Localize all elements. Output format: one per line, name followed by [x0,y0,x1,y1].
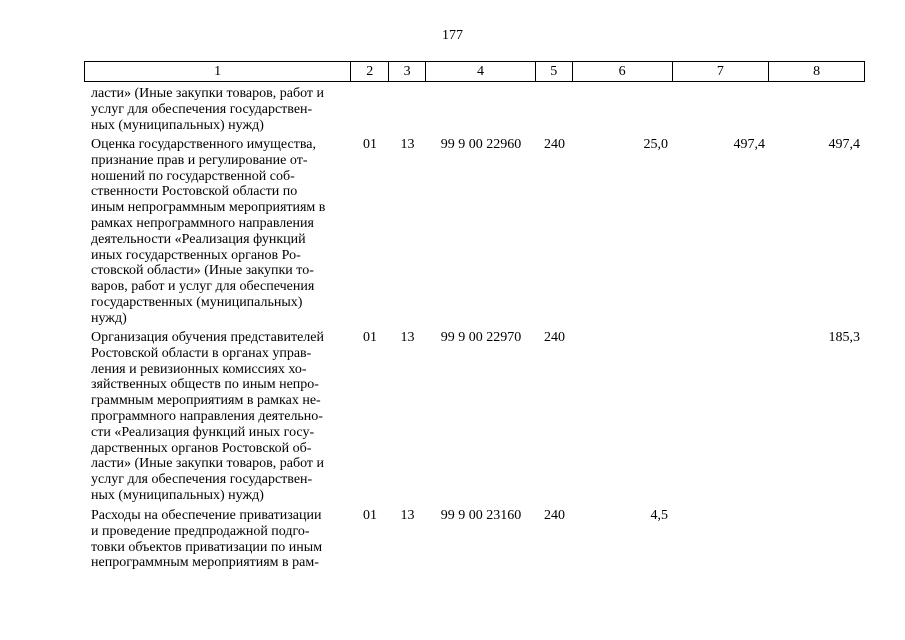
row-description: Расходы на обеспечение приватизации и проведение предпродажной подго- товки объектов приватизации по иным непрограммным мероприятиям в рам- [91,508,323,571]
header-col-7: 7 [673,62,770,81]
table-row [84,137,865,327]
row-description: ласти» (Иные закупки товаров, работ и услуг для обеспечения государствен- ных (муниципальных) нужд) [91,86,324,133]
header-col-3: 3 [389,62,426,81]
header-col-8: 8 [813,64,821,79]
row-subsection: 13 [400,330,415,345]
row-description: Оценка государственного имущества, признание прав и регулирование от- ношений по государственной соб- ственности Ростовской области по иным непрограммным мероприятиям в рамках непрограммного направления деятельности «Реализация функций иных государственных органов Ро- стовской области» (Иные закупки то- варов, работ и услуг для обеспечения государственных (муниципальных) нужд) [91,137,326,326]
row-description: Организация обучения представителей Ростовской области в органах управ- ления и ревизионных комиссиях хо- зяйственных обществ по иным непро- граммным мероприятиям в рамках не- программного направления деятельно- сти «Реализация функций иных госу- дарственных органов Ростовской об- ласти» (Иные закупки товаров, работ и услуг для обеспечения государствен- ных (муниципальных) нужд) [91,330,324,503]
table-header [84,61,865,82]
table-row [84,330,865,504]
row-expense-type [536,86,573,133]
row-subsection: 13 [400,137,415,152]
row-amount-6 [573,86,673,133]
row-subsection: 13 [400,508,415,523]
row-amount-6 [573,330,673,504]
row-amount-7 [673,86,770,133]
row-section: 01 [363,137,377,152]
row-amount-7: 497,4 [733,137,765,152]
header-col-1: 1 [85,62,351,81]
row-target-code: 99 9 00 22960 [440,137,522,152]
row-expense-type: 240 [544,330,565,345]
row-expense-type: 240 [544,508,565,523]
row-amount-6: 4,5 [650,508,668,523]
row-amount-7 [673,330,770,504]
row-subsection [389,86,426,133]
row-target-code [426,86,536,133]
header-col-2: 2 [351,62,389,81]
row-target-code: 99 9 00 23160 [440,508,522,523]
row-amount-7 [673,508,770,571]
row-amount-8 [770,86,865,133]
row-expense-type: 240 [544,137,565,152]
row-amount-8: 185,3 [828,330,860,345]
row-amount-8 [770,508,865,571]
row-amount-8: 497,4 [828,137,860,152]
row-target-code: 99 9 00 22970 [440,330,522,345]
table-row [84,86,865,133]
header-col-4: 4 [426,62,536,81]
row-section: 01 [363,508,377,523]
table-row [84,508,865,571]
header-col-6: 6 [573,62,673,81]
row-section [351,86,389,133]
page-number: 177 [442,28,463,43]
row-section: 01 [363,330,377,345]
header-col-5: 5 [536,62,573,81]
row-amount-6: 25,0 [643,137,668,152]
